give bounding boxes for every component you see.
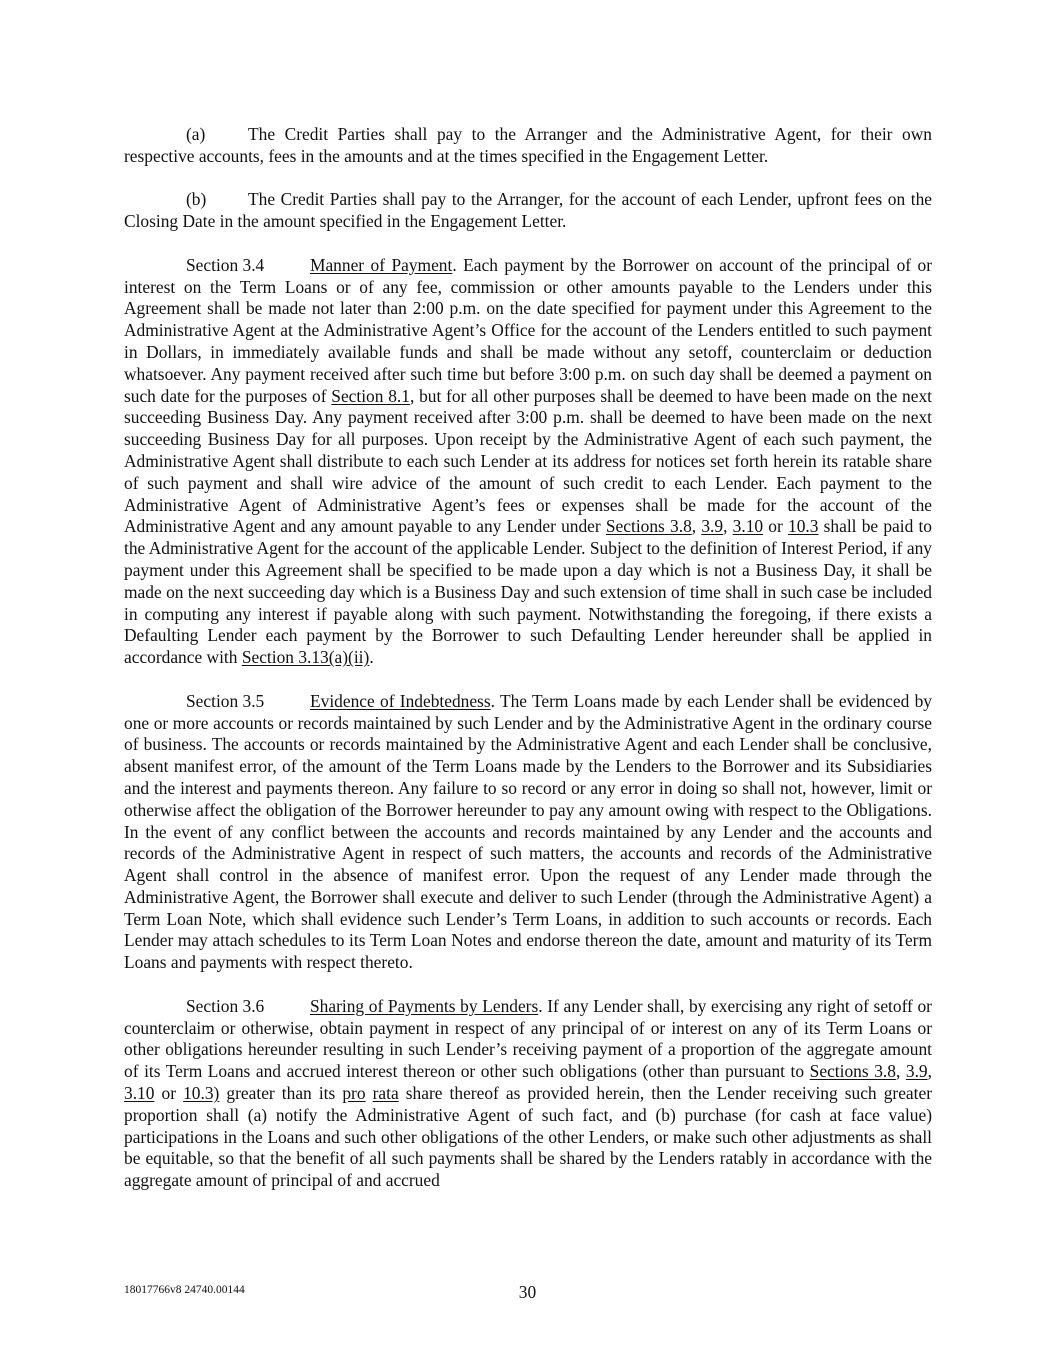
fees-paragraph-b bbox=[124, 189, 932, 233]
separator: , bbox=[691, 516, 702, 537]
cross-reference: 10.3 bbox=[788, 516, 819, 537]
cross-reference: Sections 3.8 bbox=[809, 1061, 896, 1082]
section-3-4-text-4: . bbox=[369, 647, 374, 668]
fees-paragraph-a bbox=[124, 124, 932, 168]
section-3-4-text-3: shall be paid to the Administrative Agent for the account of the applicable Lender. Subject to the definition of Interest Period, if any payment under this Agreement shall be specified to be made upon a day which is not a Business Day, it shall be made on the next succeeding day which is a Business Day and such extension of time shall in such case be included in computing any interest if payable along with such payment. Notwithstanding the foregoing, if there exists a Defaulting Lender each payment by the Borrower to such Defaulting Lender hereunder shall be applied in accordance with bbox=[124, 516, 932, 668]
cross-reference: 3.9 bbox=[905, 1061, 928, 1082]
section-3-6-text-2: greater than its bbox=[219, 1083, 343, 1104]
page-number: 30 bbox=[518, 1282, 537, 1302]
latin-term-rata: rata bbox=[372, 1083, 399, 1104]
document-body bbox=[124, 124, 932, 1214]
section-3-4-number: Section 3.4 bbox=[186, 254, 265, 275]
section-3-5-title: Evidence of Indebtedness bbox=[310, 690, 491, 711]
cross-reference: Section 3.13(a)(ii) bbox=[241, 647, 370, 668]
section-3-6-text-3: share thereof as provided herein, then the Lender receiving such greater proportion shall (a) notify the Administrative Agent of such fact, and (b) purchase (for cash at face value) participations in the Loans and such other obligations of the other Lenders, or make such other adjustments as shall be equitable, so that the benefit of all such payments shall be shared by the Lenders ratably in accordance with the aggregate amount of principal of and accrued bbox=[124, 1083, 932, 1191]
document-id: 18017766v8 24740.00144 bbox=[124, 1284, 245, 1296]
separator: or bbox=[154, 1083, 184, 1104]
latin-term-pro: pro bbox=[342, 1083, 366, 1104]
section-3-4-title: Manner of Payment bbox=[310, 254, 453, 275]
separator: , bbox=[895, 1061, 906, 1082]
separator: or bbox=[763, 516, 788, 537]
cross-reference: Sections 3.8 bbox=[605, 516, 692, 537]
separator bbox=[366, 1083, 373, 1103]
paragraph-label-a: (a) bbox=[186, 124, 206, 144]
cross-reference: 3.10 bbox=[124, 1083, 155, 1104]
cross-reference: 3.9 bbox=[701, 516, 724, 537]
section-3-6-text-1: . If any Lender shall, by exercising any right of setoff or counterclaim or otherwise, obtain payment in respect of any principal of or interest on any of its Term Loans or other obligations hereunder resulting in such Lender’s receiving payment of a proportion of the aggregate amount of its Term Loans and accrued interest thereon or other such obligations (other than pursuant to bbox=[124, 995, 932, 1082]
separator: , bbox=[927, 1061, 932, 1082]
section-3-4-text-2: , but for all other purposes shall be deemed to have been made on the next succeeding Business Day. Any payment received after 3:00 p.m. shall be deemed to have been made on the next succeeding Business Day for all purposes. Upon receipt by the Administrative Agent of each such payment, the Administrative Agent shall distribute to each such Lender at its address for notices set forth herein its ratable share of such payment and shall wire advice of the amount of such credit to each Lender. Each payment to the Administrative Agent of Administrative Agent’s fees or expenses shall be made for the account of the Administrative Agent and any amount payable to any Lender under bbox=[124, 385, 932, 537]
cross-reference: 3.10 bbox=[732, 516, 764, 537]
section-3-6-number: Section 3.6 bbox=[186, 995, 265, 1016]
section-3-6 bbox=[124, 996, 932, 1192]
cross-reference: 10.3) bbox=[183, 1083, 220, 1104]
section-3-5 bbox=[124, 691, 932, 974]
section-3-4-text-1: . Each payment by the Borrower on account of the principal of or interest on the Term Loans or of any fee, commission or other amounts payable to the Lenders under this Agreement shall be made not later than 2:00 p.m. on the date specified for payment under this Agreement to the Administrative Agent at the Administrative Agent’s Office for the account of the Lenders entitled to such payment in Dollars, in immediately available funds and shall be made without any setoff, counterclaim or deduction whatsoever. Any payment received after such time but before 3:00 p.m. on such day shall be deemed a payment on such date for the purposes of bbox=[124, 254, 933, 406]
section-3-5-number: Section 3.5 bbox=[186, 690, 265, 711]
cross-reference: Section 8.1 bbox=[331, 385, 410, 406]
section-3-4 bbox=[124, 255, 932, 669]
paragraph-label-b: (b) bbox=[186, 189, 207, 210]
separator: , bbox=[723, 516, 733, 537]
section-3-6-title: Sharing of Payments by Lenders bbox=[310, 995, 539, 1016]
paragraph-text-a: The Credit Parties shall pay to the Arranger and the Administrative Agent, for their own respective accounts, fees in the amounts and at the times specified in the Engagement Letter. bbox=[124, 124, 932, 166]
paragraph-text-b: The Credit Parties shall pay to the Arranger, for the account of each Lender, upfront fees on the Closing Date in the amount specified in the Engagement Letter. bbox=[124, 189, 932, 232]
section-3-5-text: . The Term Loans made by each Lender shall be evidenced by one or more accounts or records maintained by such Lender and by the Administrative Agent in the ordinary course of business. The accounts or records maintained by the Administrative Agent and each Lender shall be conclusive, absent manifest error, of the amount of the Term Loans made by the Lenders to the Borrower and its Subsidiaries and the interest and payments thereon. Any failure to so record or any error in doing so shall not, however, limit or otherwise affect the obligation of the Borrower hereunder to pay any amount owing with respect to the Obligations. In the event of any conflict between the accounts and records maintained by any Lender and the accounts and records of the Administrative Agent in respect of such matters, the accounts and records of the Administrative Agent shall control in the absence of manifest error. Upon the request of any Lender made through the Administrative Agent, the Borrower shall execute and deliver to such Lender (through the Administrative Agent) a Term Loan Note, which shall evidence such Lender’s Term Loans, in addition to such accounts or records. Each Lender may attach schedules to its Term Loan Notes and endorse thereon the date, amount and maturity of its Term Loans and payments with respect thereto. bbox=[124, 690, 933, 973]
